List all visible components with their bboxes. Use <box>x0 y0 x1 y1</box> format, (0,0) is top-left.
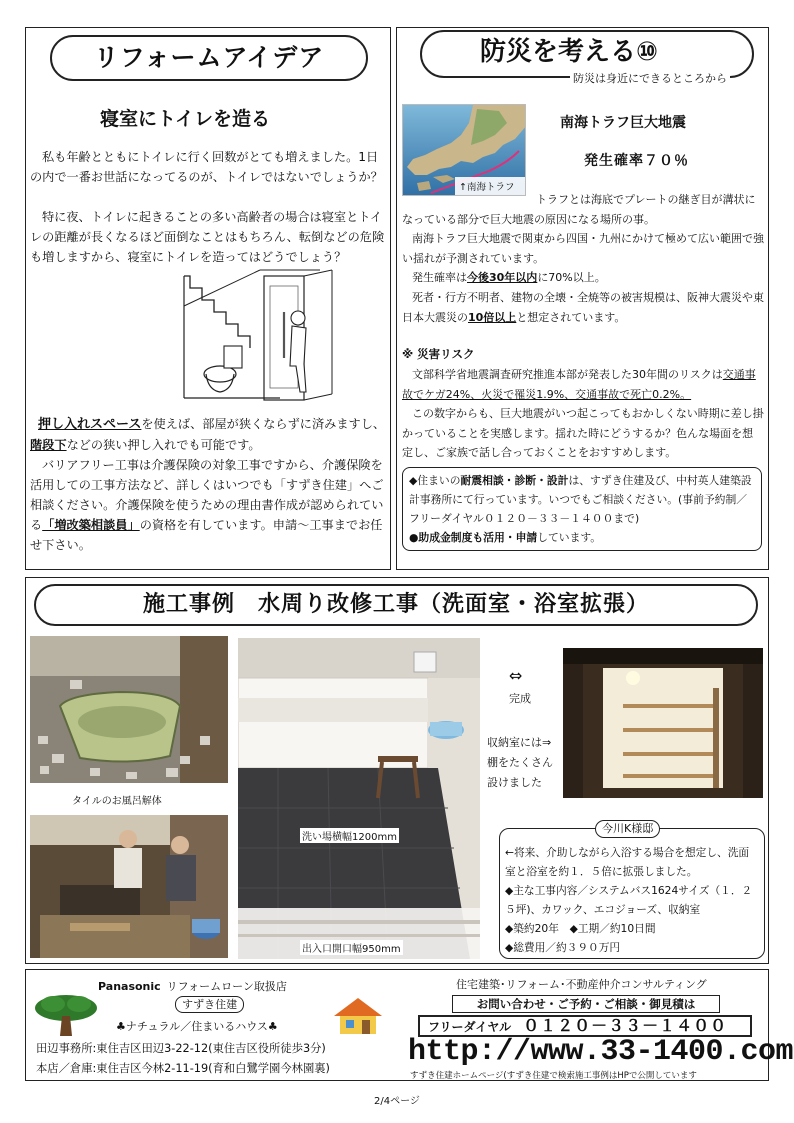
disaster-paragraph-2 <box>402 229 764 268</box>
reform-p1-text: 私も年齢とともにトイレに行く回数がとても増えました。1日の内で一番お世話になってるのが、トイレではないでしょうか？ <box>30 150 383 184</box>
notice-emphasis: 耐震相談・診断・設計 <box>460 474 569 487</box>
occurrence-probability: 発生確率７０％ <box>584 153 689 169</box>
toilet-under-stairs-illustration <box>180 266 336 408</box>
free-dial-number[interactable]: ０１２０－３３－１４００ <box>523 1016 728 1035</box>
tree-logo-icon <box>33 994 99 1038</box>
risk-p2-text: この数字からも、巨大地震がいつ起こってもおかしくない時期に差し掛かっていることを実感します。揺れた時にどうするか？色んな場面を想定し、ご家族で話し合っておくことをおすすめします。 <box>402 407 764 459</box>
ten-times-emphasis: 10倍以上 <box>468 310 517 324</box>
reform-paragraph-3 <box>30 414 386 455</box>
case-study-heading: 施工事例 水周り改修工事（洗面室・浴室拡張） <box>34 584 758 626</box>
reform-p3-text-d: などの狭い押し入れでも可能です。 <box>66 438 261 452</box>
storage-room-note: 収納室には⇒ 棚をたくさん 設けました <box>487 736 553 789</box>
demolition-caption: タイルのお風呂解体 <box>72 796 162 807</box>
subsidy-emphasis: ●助成金制度も活用・申請 <box>409 531 538 544</box>
map-label: ↑南海トラフ <box>459 182 515 193</box>
loan-text: リフォームローン取扱店 <box>166 980 287 993</box>
company-name-badge: すずき住建 <box>175 996 244 1013</box>
wash-area-caption: 洗い場横幅1200mm <box>300 828 399 843</box>
notice-text-a: ◆住まいの <box>409 474 461 487</box>
client-name-badge: 今川K様邸 <box>595 820 660 838</box>
case-details-box <box>499 828 765 959</box>
disaster-risk-title: ※ 災害リスク <box>402 347 475 361</box>
disaster-p1-text: トラフとは海底でプレートの継ぎ目が溝状になっている部分で巨大地震の原因になる場所の事。 <box>402 193 756 226</box>
risk-p1-text-a: 文部科学省地震調査研究推進本部が発表した30年間のリスクは <box>412 368 723 381</box>
case-detail-2: ◆主な工事内容／システムバス1624サイズ（１．２５坪)、カワック、エコジョーズ、収納室 <box>505 884 753 916</box>
bath-demolition-photo <box>30 636 228 783</box>
tanabe-office-address: 田辺事務所:東住吉区田辺3-22-12(東住吉区役所徒歩3分) <box>36 1042 326 1055</box>
homepage-note: すずき住建ホームページ(すずき住建で検索施工事例はHPで公開しています <box>410 1071 697 1081</box>
disaster-heading-text: 防災を考える⑩ <box>480 37 659 67</box>
house-brands: ♣ナチュラル／住まいるハウス♣ <box>116 1020 278 1033</box>
disaster-paragraph-3 <box>402 268 764 288</box>
loan-dealer-line <box>98 978 287 994</box>
reform-paragraph-4 <box>30 455 386 555</box>
disaster-risk-paragraph-1 <box>402 365 764 404</box>
house-illustration-icon <box>330 996 386 1036</box>
company-website-link[interactable]: http://www.33-1400.com <box>408 1035 794 1069</box>
seismic-consultation-notice <box>402 467 762 551</box>
case-detail-3: ◆築約20年 ◆工期／約10日間 <box>505 922 656 935</box>
main-office-address: 本店／倉庫:東住吉区今林2-11-19(育和白鷺学園今林園裏) <box>36 1062 330 1075</box>
notice-text-e: しています。 <box>537 531 602 544</box>
case-detail-4: ◆総費用／約３９０万円 <box>505 941 621 954</box>
free-dial-box <box>418 1015 752 1037</box>
disaster-p4-text-c: と想定されています。 <box>516 310 626 324</box>
risk-statistics: 交通事故でケガ24%、火災で罹災1.9%、交通事故で死亡0.2%。 <box>402 368 756 401</box>
before-after-arrow-icon: ⇔ <box>509 666 523 685</box>
nankai-title: 南海トラフ巨大地震 <box>560 115 686 131</box>
panasonic-logo-text: Panasonic <box>98 980 161 993</box>
thirty-years-emphasis: 今後30年以内 <box>467 271 538 284</box>
disaster-p3-text-a: 発生確率は <box>412 271 467 284</box>
reform-p3-text-b: を使えば、部屋が狭くならずに済みますし、 <box>141 417 386 431</box>
reform-subheading: 寝室にトイレを造る <box>100 108 271 130</box>
disaster-p2-text: 南海トラフ巨大地震で関東から四国・九州にかけて極めて広い範囲で強い揺れが予測されています。 <box>402 232 764 265</box>
disaster-p3-text-c: に70%以上。 <box>537 271 606 284</box>
services-line: 住宅建築･リフォーム･不動産仲介コンサルティング <box>456 978 707 991</box>
page-number: 2/4ページ <box>374 1096 420 1107</box>
reform-p4-text-a: バリアフリー工事は介護保険の対象工事ですから、介護保険を活用しての工事方法など、詳しくはいつでも「すずき住建」へご相談ください。介護保険を使うための理由書作成が認められている <box>30 458 384 532</box>
closet-space-emphasis: 押し入れスペース <box>38 417 142 432</box>
disaster-p4-text-a: 死者・行方不明者、建物の全壊・全焼等の被害規模は、阪神大震災や東日本大震災の <box>402 291 764 324</box>
disaster-paragraph-4 <box>402 288 764 327</box>
nankai-trough-map <box>402 104 526 196</box>
storage-room-photo <box>563 648 763 798</box>
disaster-risk-paragraph-2 <box>402 404 764 463</box>
door-width-caption: 出入口開口幅950mm <box>300 940 403 955</box>
disaster-paragraph-1 <box>402 190 764 229</box>
case-detail-1: ←将来、介助しながら入浴する場合を想定し、洗面室と浴室を約１．５倍に拡張しました。 <box>505 846 750 878</box>
renovated-bathroom-photo <box>238 638 480 959</box>
free-dial-label: フリーダイヤル <box>428 1020 512 1034</box>
under-stairs-emphasis: 階段下 <box>30 438 67 452</box>
construction-workers-photo <box>30 815 228 958</box>
notice-text-c: は、すずき住建及び、中村英人建築設計事務所にて行っています。いつでもご相談ください。(事前予約制／フリーダイヤル０１２０－３３－１４００まで) <box>409 474 752 525</box>
completed-label: 完成 <box>509 692 531 705</box>
reform-idea-heading: リフォームアイデア <box>50 35 368 81</box>
disaster-tagline: 防災は身近にできるところから <box>570 70 730 86</box>
consultant-emphasis: 「増改築相談員」 <box>42 518 140 532</box>
inquiry-banner: お問い合わせ・ご予約・ご相談・御見積は <box>452 995 720 1013</box>
reform-p4-text-c: の資格を有しています。申請～工事までお任せ下さい。 <box>30 518 383 552</box>
reform-p2-text: 特に夜、トイレに起きることの多い高齢者の場合は寝室とトイレの距離が長くなるほど面倒なことはもちろん、転倒などの危険も増しますから、寝室にトイレを造ってはどうでしょう？ <box>30 210 385 264</box>
reform-paragraph-2 <box>30 207 386 267</box>
reform-paragraph-1 <box>30 147 386 187</box>
